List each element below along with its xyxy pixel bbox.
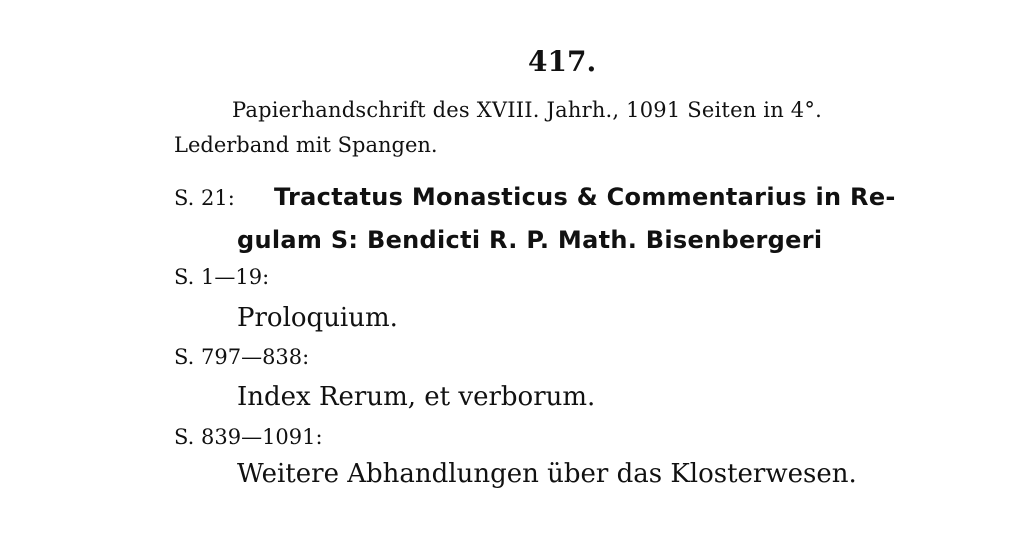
- entry-1-title-line-2: gulam S: Bendicti R. P. Math. Bisenbergeri: [237, 226, 823, 254]
- entry-4-content: Weitere Abhandlungen über das Klosterwesen.: [237, 459, 857, 489]
- entry-3-content: Index Rerum, et verborum.: [237, 382, 596, 412]
- entry-1-reference: S. 21:: [174, 186, 235, 210]
- entry-2-content: Proloquium.: [237, 303, 398, 333]
- description-line-2: Lederband mit Spangen.: [174, 133, 438, 157]
- entry-3-reference: S. 797—838:: [174, 345, 310, 369]
- entry-4-reference: S. 839—1091:: [174, 425, 323, 449]
- entry-1-title-line-1: Tractatus Monasticus & Commentarius in Re-: [274, 183, 896, 211]
- entry-2-reference: S. 1—19:: [174, 265, 270, 289]
- page-number: 417.: [528, 45, 597, 78]
- description-line-1: Papierhandschrift des XVIII. Jahrh., 1091 Seiten in 4°.: [232, 98, 822, 122]
